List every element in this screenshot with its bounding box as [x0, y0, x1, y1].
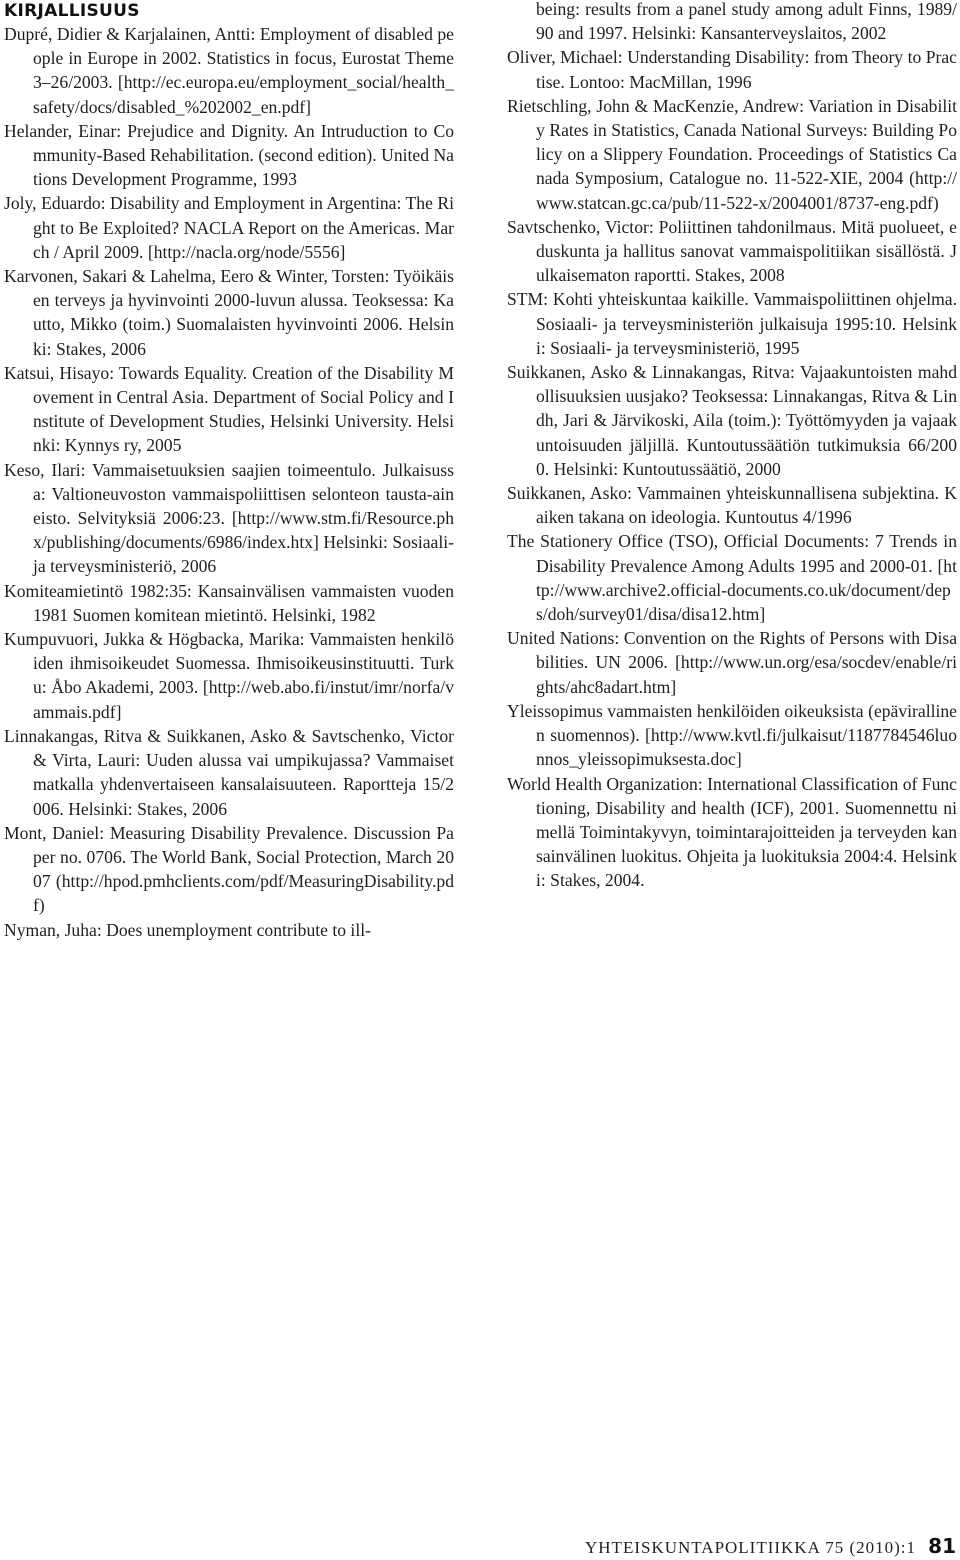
page-footer	[0, 1530, 960, 1560]
right-column	[507, 0, 957, 893]
reference-entry: Savtschenko, Victor: Poliittinen tahdonilmaus. Mitä puolueet, eduskunta ja hallitus sanovat vammaispolitiikan sisällöstä. Julkaisematon raportti. Stakes, 2008	[507, 216, 957, 286]
page-number: 81	[928, 1534, 956, 1558]
reference-entry: Nyman, Juha: Does unemployment contribute to ill-	[4, 919, 371, 940]
reference-entry: Oliver, Michael: Understanding Disability: from Theory to Practise. Lontoo: MacMillan, 1996	[507, 47, 957, 92]
reference-entry: Linnakangas, Ritva & Suikkanen, Asko & Savtschenko, Victor & Virta, Lauri: Uuden alussa vai umpikujassa? Vammaiset matkalla yhdenvertaiseen kansalaisuuteen. Raportteja 15/2006. Helsinki: Stakes, 2006	[4, 725, 454, 819]
reference-entry: Suikkanen, Asko & Linnakangas, Ritva: Vajaakuntoisten mahdollisuuksien uusjako? Teoksessa: Linnakangas, Ritva & Lindh, Jari & Järvikoski, Aila (toim.): Työttömyyden ja vajaakuntoisuuden jäljillä. Kuntoutussäätiön tutkimuksia 66/2000. Helsinki: Kuntoutussäätiö, 2000	[507, 362, 957, 479]
reference-entry: Rietschling, John & MacKenzie, Andrew: Variation in Disability Rates in Statistics, Canada National Surveys: Building Policy on a Slippery Foundation. Proceedings of Statistics Canada Symposium, Catalogue no. 11-522-XIE, 2004 (http://www.statcan.gc.ca/pub/11-522-x/2004001/8737-eng.pdf)	[507, 95, 957, 213]
reference-entry: Helander, Einar: Prejudice and Dignity. An Intruduction to Community-Based Rehabilitation. (second edition). United Nations Development Programme, 1993	[4, 120, 454, 190]
reference-entry: STM: Kohti yhteiskuntaa kaikille. Vammaispoliittinen ohjelma. Sosiaali- ja terveysministeriön julkaisuja 1995:10. Helsinki: Sosiaali- ja terveysministeriö, 1995	[507, 289, 957, 358]
reference-entry: Karvonen, Sakari & Lahelma, Eero & Winter, Torsten: Työikäisen terveys ja hyvinvointi 2000-luvun alussa. Teoksessa: Kautto, Mikko (toim.) Suomalaisten hyvinvointi 2006. Helsinki: Stakes, 2006	[4, 266, 454, 359]
reference-entry: Mont, Daniel: Measuring Disability Prevalence. Discussion Paper no. 0706. The World Bank, Social Protection, March 2007 (http://hpod.pmhclients.com/pdf/MeasuringDisability.pdf)	[4, 822, 454, 916]
reference-entry: Kumpuvuori, Jukka & Högbacka, Marika: Vammaisten henkilöiden ihmisoikeudet Suomessa. Ihmisoikeusinstituutti. Turku: Åbo Akademi, 2003. [http://web.abo.fi/instut/imr/norfa/vammais.pdf]	[4, 629, 454, 722]
reference-entry: United Nations: Convention on the Rights of Persons with Disabilities. UN 2006. [http://www.un.org/esa/socdev/enable/rights/ahc8adart.htm]	[507, 628, 957, 697]
section-heading: KIRJALLISUUS	[4, 1, 140, 21]
reference-entry: Suikkanen, Asko: Vammainen yhteiskunnallisena subjektina. Kaiken takana on ideologia. Kuntoutus 4/1996	[507, 483, 957, 528]
reference-entry: The Stationery Office (TSO), Official Documents: 7 Trends in Disability Prevalence Among Adults 1995 and 2000-01. [http://www.archive2.official-documents.co.uk/document/deps/doh/survey01/disa/disa12.htm]	[507, 531, 957, 625]
reference-entry: Keso, Ilari: Vammaisetuuksien saajien toimeentulo. Julkaisussa: Valtioneuvoston vammaispoliittisen selonteon tausta-aineisto. Selvityksiä 2006:23. [http://www.stm.fi/Resource.phx/publishing/documents/6986/index.htx] Helsinki: Sosiaali- ja terveysministeriö, 2006	[4, 459, 454, 577]
reference-entry-continued: being: results from a panel study among adult Finns, 1989/90 and 1997. Helsinki: Kansanterveyslaitos, 2002	[536, 0, 957, 44]
reference-list-right	[507, 0, 957, 893]
journal-citation: YHTEISKUNTAPOLITIIKKA 75 (2010):1	[585, 1538, 916, 1557]
left-column	[4, 0, 454, 942]
reference-entry: Katsui, Hisayo: Towards Equality. Creation of the Disability Movement in Central Asia. Department of Social Policy and Institute of Development Studies, Helsinki University. Helsinki: Kynnys ry, 2005	[4, 362, 454, 456]
reference-entry: World Health Organization: International Classification of Functioning, Disability and health (ICF), 2001. Suomennettu nimellä Toimintakyvyn, toimintarajoitteiden ja terveyden kansainvälinen luokitus. Ohjeita ja luokituksia 2004:4. Helsinki: Stakes, 2004.	[507, 773, 957, 891]
reference-entry: Yleissopimus vammaisten henkilöiden oikeuksista (epävirallinen suomennos). [http://www.kvtl.fi/julkaisut/1187784546luonnos_yleissopimuksesta.doc]	[507, 700, 957, 770]
reference-entry: Komiteamietintö 1982:35: Kansainvälisen vammaisten vuoden 1981 Suomen komitean mietintö. Helsinki, 1982	[4, 580, 454, 625]
reference-list-left	[4, 22, 454, 942]
reference-entry: Dupré, Didier & Karjalainen, Antti: Employment of disabled people in Europe in 2002. Statistics in focus, Eurostat Theme 3–26/2003. [http://ec.europa.eu/employment_social/health_safety/docs/disabled_%202002_en.pdf]	[4, 24, 454, 117]
reference-entry: Joly, Eduardo: Disability and Employment in Argentina: The Right to Be Exploited? NACLA Report on the Americas. March / April 2009. [http://nacla.org/node/5556]	[4, 193, 454, 262]
